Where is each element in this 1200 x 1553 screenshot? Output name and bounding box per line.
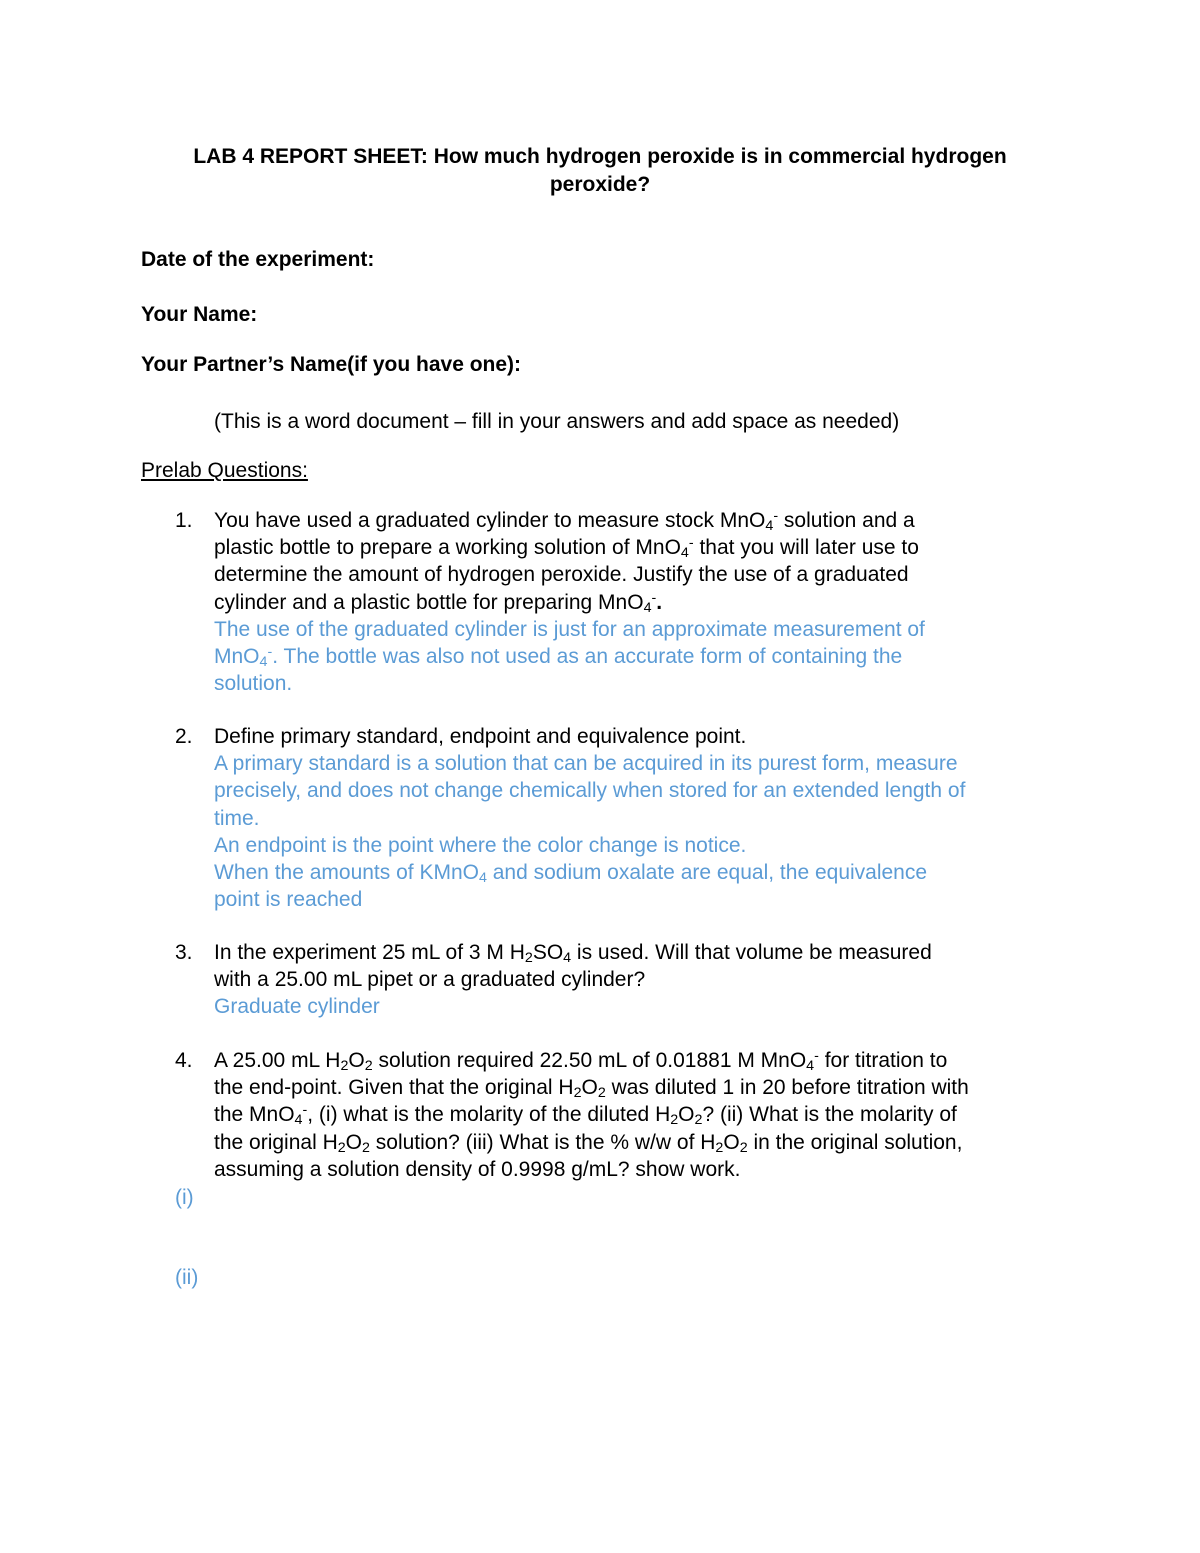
question-line: the original $H_2O_2$ solution? (iii) What is the % w/w of $H_2O_2$ in the original solution, xyxy=(214,1130,963,1156)
answer-line: When the amounts of KMnO$_4$ and sodium oxalate are equal, the equivalence xyxy=(214,861,928,887)
question-line: In the experiment 25 mL of 3 M $H_2SO_4$ is used. Will that volume be measured xyxy=(214,941,932,967)
question-number: 3. xyxy=(175,941,193,964)
question-line: with a 25.00 mL pipet or a graduated cylinder? xyxy=(214,968,646,992)
question-line: the MnO$_4$-, (i) what is the molarity of the diluted $H_2O_2$? (ii) What is the molarity of xyxy=(214,1102,957,1129)
answer-line: The use of the graduated cylinder is just for an approximate measurement of xyxy=(214,617,925,641)
question-line: You have used a graduated cylinder to measure stock MnO$_4$- solution and a xyxy=(214,507,915,535)
answer-line: time. xyxy=(214,806,260,830)
name-field-label: Your Name: xyxy=(141,303,258,326)
answer-line: Graduate cylinder xyxy=(214,995,380,1019)
title-line-2: peroxide? xyxy=(549,173,651,196)
question-4 xyxy=(175,1047,1074,1183)
question-number: 1. xyxy=(175,509,193,532)
answer-line: MnO$_4$-. The bottle was also not used as an accurate form of containing the xyxy=(214,643,903,671)
question-line: cylinder and a plastic bottle for preparing MnO$_4$-. xyxy=(214,589,663,616)
question-line: plastic bottle to prepare a working solution of MnO$_4$- that you will later use to xyxy=(214,535,919,562)
answer-line: point is reached xyxy=(214,888,363,912)
date-field-label: Date of the experiment: xyxy=(141,248,375,271)
title-line-1: LAB 4 REPORT SHEET: How much hydrogen peroxide is in commercial hydrogen xyxy=(193,145,1007,168)
question-3 xyxy=(175,939,1074,1021)
question-line: A 25.00 mL $H_2O_2$ solution required 22.50 mL of 0.01881 M MnO$_4$- for titration to xyxy=(214,1047,948,1075)
report-title xyxy=(120,143,1080,199)
question-2 xyxy=(175,723,1074,913)
prelab-heading: Prelab Questions: xyxy=(141,459,308,482)
question-line: assuming a solution density of 0.9998 g/mL? show work. xyxy=(214,1157,741,1181)
answer-line: precisely, and does not change chemically when stored for an extended length of xyxy=(214,779,966,803)
partner-field-label: Your Partner’s Name(if you have one): xyxy=(141,353,522,376)
question-1 xyxy=(175,507,1074,697)
question-line: determine the amount of hydrogen peroxide. Justify the use of a graduated xyxy=(214,563,909,587)
question-line: the end-point. Given that the original $H_2O_2$ was diluted 1 in 20 before titration with xyxy=(214,1076,969,1102)
question-number: 4. xyxy=(175,1049,193,1072)
answer-line: An endpoint is the point where the color change is notice. xyxy=(214,833,747,857)
question-number: 2. xyxy=(175,725,193,748)
answer-line: solution. xyxy=(214,672,293,696)
answer-i-label: (i) xyxy=(175,1186,194,1209)
answer-ii-label: (ii) xyxy=(175,1266,199,1289)
question-line: Define primary standard, endpoint and equivalence point. xyxy=(214,725,747,748)
instructions-text: (This is a word document – fill in your answers and add space as needed) xyxy=(214,410,900,433)
answer-line: A primary standard is a solution that can be acquired in its purest form, measure xyxy=(214,752,958,776)
